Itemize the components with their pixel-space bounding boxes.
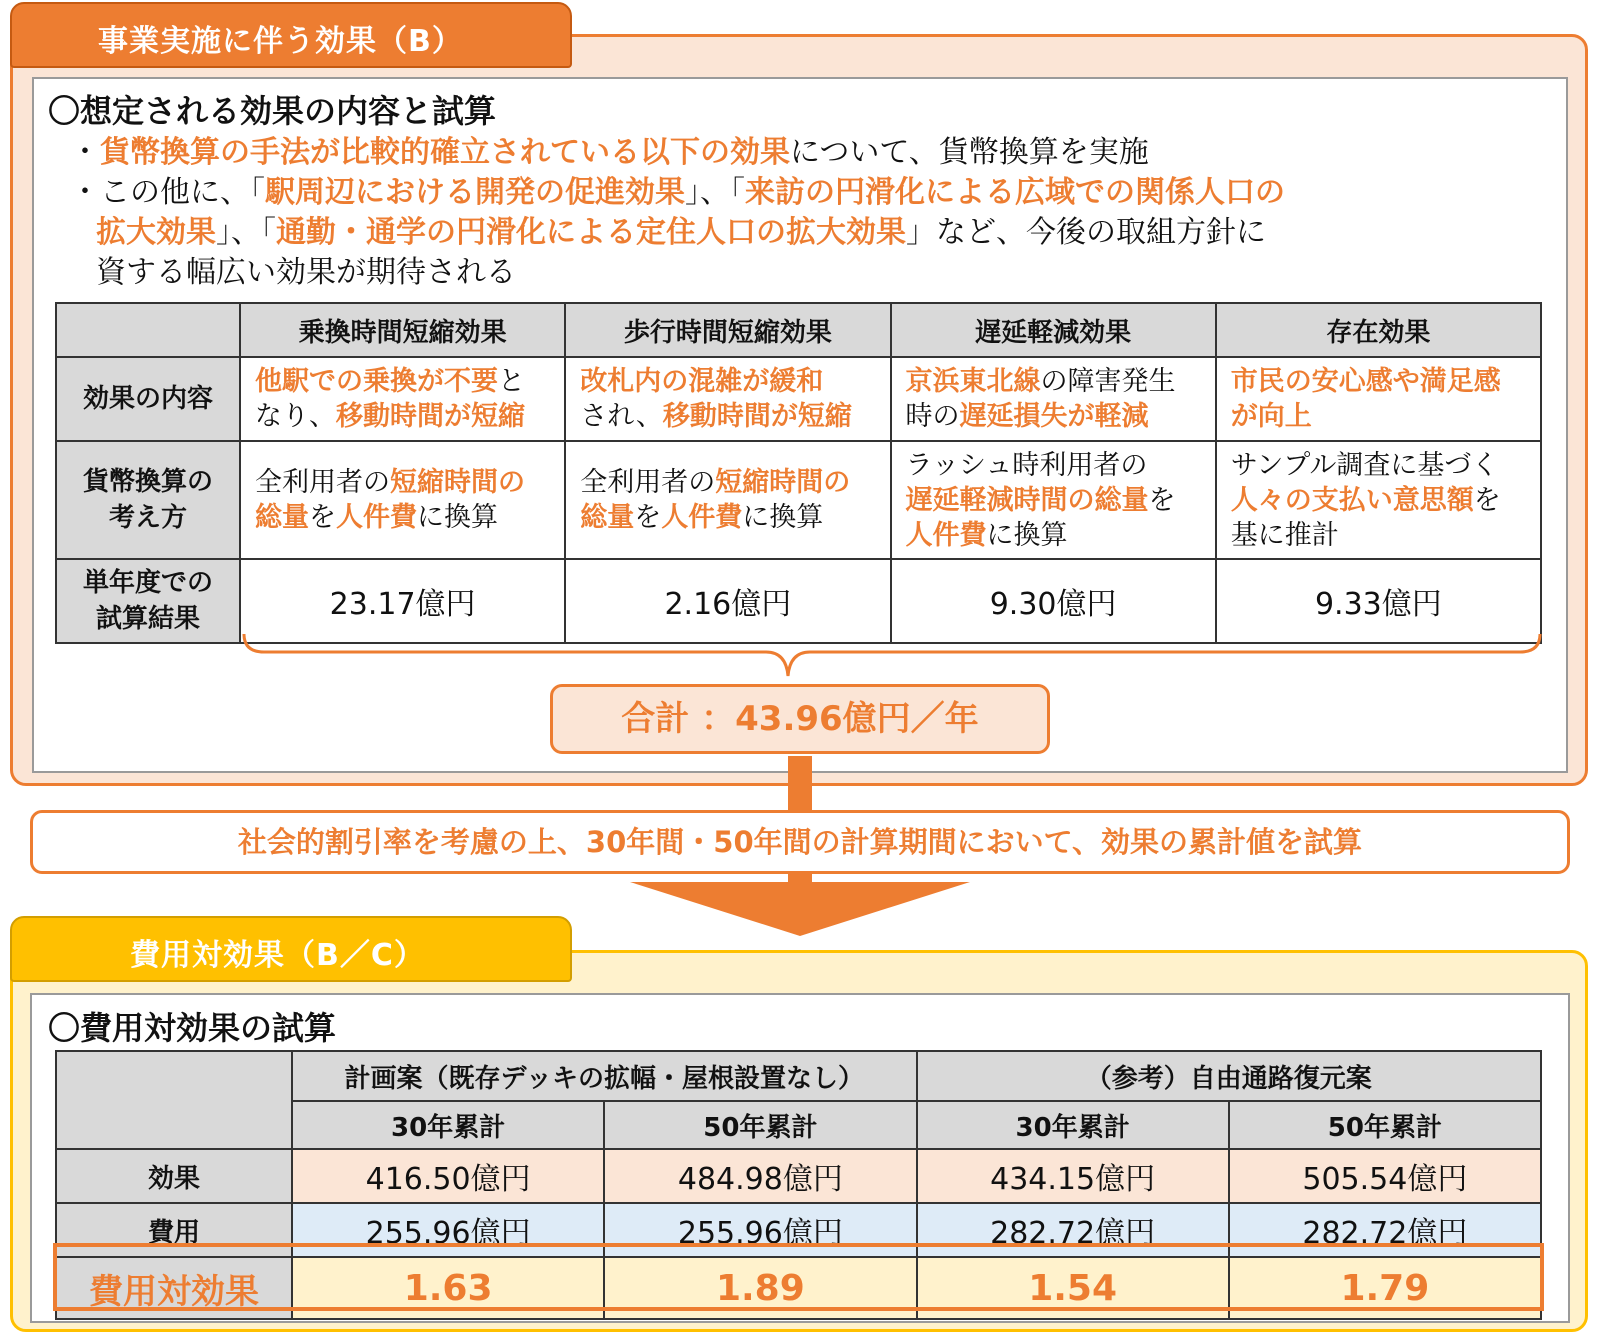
method-cell [1216, 441, 1541, 559]
cell-text: に換算 [417, 502, 498, 533]
bullet-highlight: 駅周辺における開発の促進効果 [265, 175, 685, 210]
cell-text: を [634, 502, 662, 533]
cell-highlight: 京浜東北線 [905, 366, 1041, 397]
col-header: 遅延軽減効果 [891, 303, 1216, 357]
cell-highlight: 遅延軽減時間の総量 [905, 484, 1149, 516]
result-cell: 23.17億円 [240, 559, 565, 643]
effects-method-row [56, 441, 1541, 559]
bullet-highlight: 来訪の円滑化による広域での関係人口の [745, 175, 1285, 210]
group-header: 計画案（既存デッキの拡幅・屋根設置なし） [292, 1051, 917, 1101]
benefit-value: 416.50億円 [292, 1149, 604, 1203]
bullet-text: 」など、今後の取組方針に [906, 215, 1266, 250]
cell-text: に換算 [986, 519, 1068, 551]
cell-text: を [1473, 484, 1501, 516]
sub-header: 50年累計 [604, 1101, 916, 1149]
cell-highlight: 移動時間が短縮 [662, 401, 852, 432]
bullet-monetization [70, 133, 1149, 173]
down-arrow-icon [630, 874, 970, 936]
sub-header: 30年累計 [917, 1101, 1229, 1149]
flow-connector [788, 756, 812, 812]
corner-cell [56, 1051, 292, 1149]
cell-text: 基に推計 [1230, 519, 1339, 551]
cell-highlight: 遅延損失が軽減 [959, 401, 1149, 432]
row-header: 費用対効果 [56, 1257, 292, 1319]
cell-text: サンプル調査に基づく [1230, 449, 1499, 481]
cell-text: を [1148, 484, 1176, 516]
total-benefit-box: 合計 ：43.96億円／年 [550, 684, 1050, 754]
content-cell [891, 357, 1216, 441]
cell-highlight: 人件費 [336, 502, 417, 533]
benefit-section-tab: 事業実施に伴う効果（B） [10, 2, 572, 68]
group-header: （参考）自由通路復元案 [917, 1051, 1542, 1101]
method-cell [891, 441, 1216, 559]
bullet-text: 」、「 [216, 215, 276, 250]
discount-note-box: 社会的割引率を考慮の上、30年間・50年間の計算期間において、効果の累計値を試算 [30, 810, 1570, 874]
content-cell [240, 357, 565, 441]
bullet-other-effects-cont [96, 213, 1266, 253]
row-header [56, 559, 240, 643]
result-cell: 2.16億円 [565, 559, 890, 643]
corner-cell [56, 303, 240, 357]
cell-highlight: 総量 [255, 502, 309, 533]
bc-benefit-row [56, 1149, 1541, 1203]
sub-header: 50年累計 [1229, 1101, 1541, 1149]
bullet-text: 」、「 [685, 175, 745, 210]
col-header: 歩行時間短縮効果 [565, 303, 890, 357]
bullet-highlight: 拡大効果 [96, 215, 216, 250]
content-cell [1216, 357, 1541, 441]
bc-heading: 〇費用対効果の試算 [48, 1009, 337, 1047]
row-header-line: 貨幣換算の [82, 467, 213, 497]
cost-value: 282.72億円 [1229, 1203, 1541, 1257]
result-cell: 9.30億円 [891, 559, 1216, 643]
cell-text: の障害発生 [1040, 366, 1176, 397]
bc-cost-row [56, 1203, 1541, 1257]
bullet-highlight: 貨幣換算の手法が比較的確立されている以下の効果 [100, 135, 790, 170]
cell-highlight: 人件費 [661, 502, 743, 533]
cell-highlight: が向上 [1230, 401, 1312, 432]
bc-ratio-value: 1.54 [917, 1257, 1229, 1319]
cell-highlight: 移動時間が短縮 [336, 401, 525, 432]
content-cell [565, 357, 890, 441]
cell-text: なり、 [255, 401, 336, 432]
cell-text: され、 [580, 401, 663, 432]
bullet-text: この他に、「 [100, 175, 265, 210]
row-header: 効果の内容 [56, 357, 240, 441]
bc-ratio-row [56, 1257, 1541, 1319]
arrow-shape [630, 874, 970, 936]
benefit-heading: 〇想定される効果の内容と試算 [48, 92, 497, 130]
row-header [56, 441, 240, 559]
cell-text: に換算 [742, 502, 824, 533]
bullet-marker: ・ [70, 135, 100, 170]
bullet-other-effects-end: 資する幅広い効果が期待される [96, 255, 516, 290]
row-header: 効果 [56, 1149, 292, 1203]
sum-brace [242, 632, 1542, 678]
bc-ratio-value: 1.89 [604, 1257, 916, 1319]
cell-highlight: 人々の支払い意思額 [1230, 484, 1474, 516]
bc-ratio-value: 1.63 [292, 1257, 604, 1319]
effects-content-row [56, 357, 1541, 441]
cell-text: 全利用者の [255, 467, 390, 498]
cell-text: 全利用者の [580, 467, 716, 498]
bullet-marker: ・ [70, 175, 100, 210]
benefit-value: 434.15億円 [917, 1149, 1229, 1203]
cell-highlight: 人件費 [905, 519, 987, 551]
row-header-line: 試算結果 [95, 604, 200, 634]
row-header: 費用 [56, 1203, 292, 1257]
row-header-line: 考え方 [108, 503, 187, 533]
bullet-highlight: 通勤・通学の円滑化による定住人口の拡大効果 [276, 215, 906, 250]
cell-highlight: 短縮時間の [715, 467, 851, 498]
effects-header-row [56, 303, 1541, 357]
bullet-text: について、貨幣換算を実施 [790, 135, 1149, 170]
cell-text: 時の [905, 401, 960, 432]
bc-section-tab: 費用対効果（B／C） [10, 916, 572, 982]
bullet-other-effects [70, 173, 1285, 213]
effects-table [55, 302, 1542, 644]
result-cell: 9.33億円 [1216, 559, 1541, 643]
cell-highlight: 総量 [580, 502, 635, 533]
cell-text: を [309, 502, 336, 533]
sub-header: 30年累計 [292, 1101, 604, 1149]
cell-text: ラッシュ時利用者の [905, 449, 1148, 481]
benefit-value: 505.54億円 [1229, 1149, 1541, 1203]
cell-highlight: 他駅での乗換が不要 [255, 366, 498, 397]
cell-highlight: 改札内の混雑が緩和 [580, 366, 824, 397]
col-header: 存在効果 [1216, 303, 1541, 357]
bc-group-header-row [56, 1051, 1541, 1101]
benefit-value: 484.98億円 [604, 1149, 916, 1203]
method-cell [240, 441, 565, 559]
cell-text: と [498, 366, 525, 397]
brace-path [244, 634, 1540, 676]
bc-ratio-value: 1.79 [1229, 1257, 1541, 1319]
bc-table [55, 1050, 1542, 1320]
cost-value: 282.72億円 [917, 1203, 1229, 1257]
effects-result-row [56, 559, 1541, 643]
cell-highlight: 短縮時間の [390, 467, 525, 498]
col-header: 乗換時間短縮効果 [240, 303, 565, 357]
cost-value: 255.96億円 [292, 1203, 604, 1257]
row-header-line: 単年度での [82, 568, 213, 598]
cost-value: 255.96億円 [604, 1203, 916, 1257]
method-cell [565, 441, 890, 559]
cell-highlight: 市民の安心感や満足感 [1230, 366, 1501, 397]
